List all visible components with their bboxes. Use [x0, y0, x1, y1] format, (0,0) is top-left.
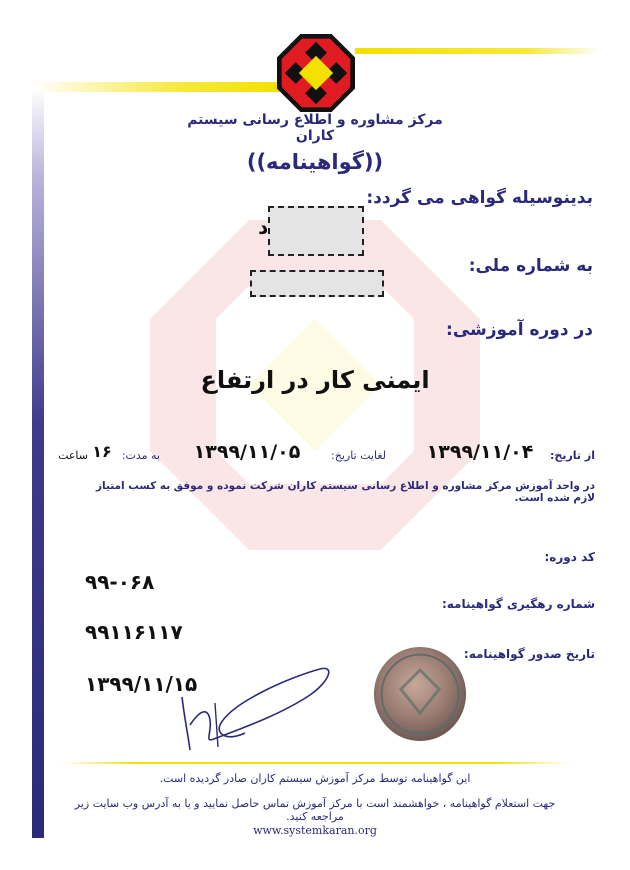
footer-inquiry-note: جهت استعلام گواهینامه ، خواهشمند است با مرکز آموزش تماس حاصل نمایید و یا به آدرس وب سایت زیر مراجعه کنید.	[74, 797, 556, 823]
signature-icon	[170, 655, 340, 755]
from-date-label: از تاریخ:	[550, 449, 595, 462]
footer-issued-by: این گواهینامه توسط مرکز آموزش سیستم کاران صادر گردیده است.	[159, 772, 471, 785]
left-decorative-bar	[32, 88, 44, 838]
footer-divider	[60, 762, 570, 764]
certificate-title: ((گواهینامه))	[246, 150, 384, 174]
duration-label: به مدت:	[121, 449, 160, 462]
to-date-label: لغایت تاریخ:	[331, 449, 386, 462]
website-link[interactable]: www.systemkaran.org	[253, 824, 377, 837]
duration-unit: ساعت	[58, 449, 88, 462]
course-code-value: ۹۹-۰۶۸	[85, 570, 155, 594]
certify-label: بدینوسیله گواهی می گردد:	[366, 188, 593, 208]
duration-value: ۱۶	[92, 442, 112, 461]
tracking-number-label: شماره رهگیری گواهینامه:	[441, 597, 595, 611]
redacted-name-box	[268, 206, 364, 256]
course-name: ایمنی کار در ارتفاع	[200, 366, 430, 394]
national-id-label: به شماره ملی:	[468, 256, 593, 276]
official-seal-icon	[372, 645, 468, 743]
issue-date-label: تاریخ صدور گواهینامه:	[463, 647, 595, 661]
from-date-value: ۱۳۹۹/۱۱/۰۴	[426, 441, 534, 463]
to-date-value: ۱۳۹۹/۱۱/۰۵	[193, 441, 301, 463]
top-right-decorative-line	[355, 48, 600, 54]
course-code-label: کد دوره:	[544, 550, 595, 564]
company-logo-icon	[277, 34, 355, 112]
tracking-number-value: ۹۹۱۱۶۱۱۷	[85, 620, 183, 644]
organization-name: مرکز مشاوره و اطلاع رسانی سیستم کاران	[187, 112, 443, 144]
top-decorative-line	[32, 82, 282, 92]
redacted-national-id-box	[250, 270, 384, 297]
completion-statement: در واحد آموزش مرکز مشاوره و اطلاع رسانی سیستم کاران شرکت نموده و موفق به کسب امتیاز لازم شده است.	[95, 480, 595, 504]
course-label: در دوره آموزشی:	[446, 320, 593, 340]
name-prefix: د	[258, 215, 269, 239]
issue-date-value: ۱۳۹۹/۱۱/۱۵	[85, 672, 198, 696]
